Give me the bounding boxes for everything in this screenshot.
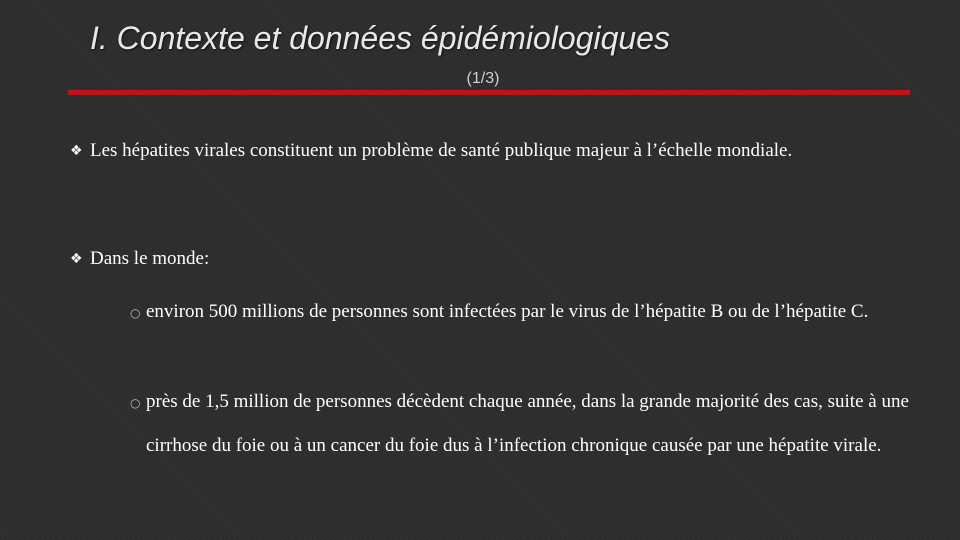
circle-bullet-icon: ○ [130, 306, 141, 320]
bullet-text-2: Dans le monde: [90, 248, 210, 269]
diamond-bullet-icon: ❖ [70, 251, 83, 267]
bullet-text-1: Les hépatites virales constituent un problème de santé publique majeur à l’échelle mondiale. [90, 140, 793, 161]
slide-subtitle: (1/3) [466, 70, 500, 87]
circle-bullet-icon: ○ [130, 396, 141, 410]
sub-bullet-text-2: près de 1,5 million de personnes décèdent chaque année, dans la grande majorité des cas, suite à une cirrhose du foie ou à un cancer du foie dus à l’infection chronique causée par une hépatite virale. [146, 391, 909, 456]
diamond-bullet-icon: ❖ [70, 143, 83, 159]
title-underline [68, 90, 910, 95]
sub-bullet-text-1: environ 500 millions de personnes sont infectées par le virus de l’hépatite B ou de l’hépatite C. [146, 301, 869, 322]
slide-title: I. Contexte et données épidémiologiques [90, 20, 670, 56]
